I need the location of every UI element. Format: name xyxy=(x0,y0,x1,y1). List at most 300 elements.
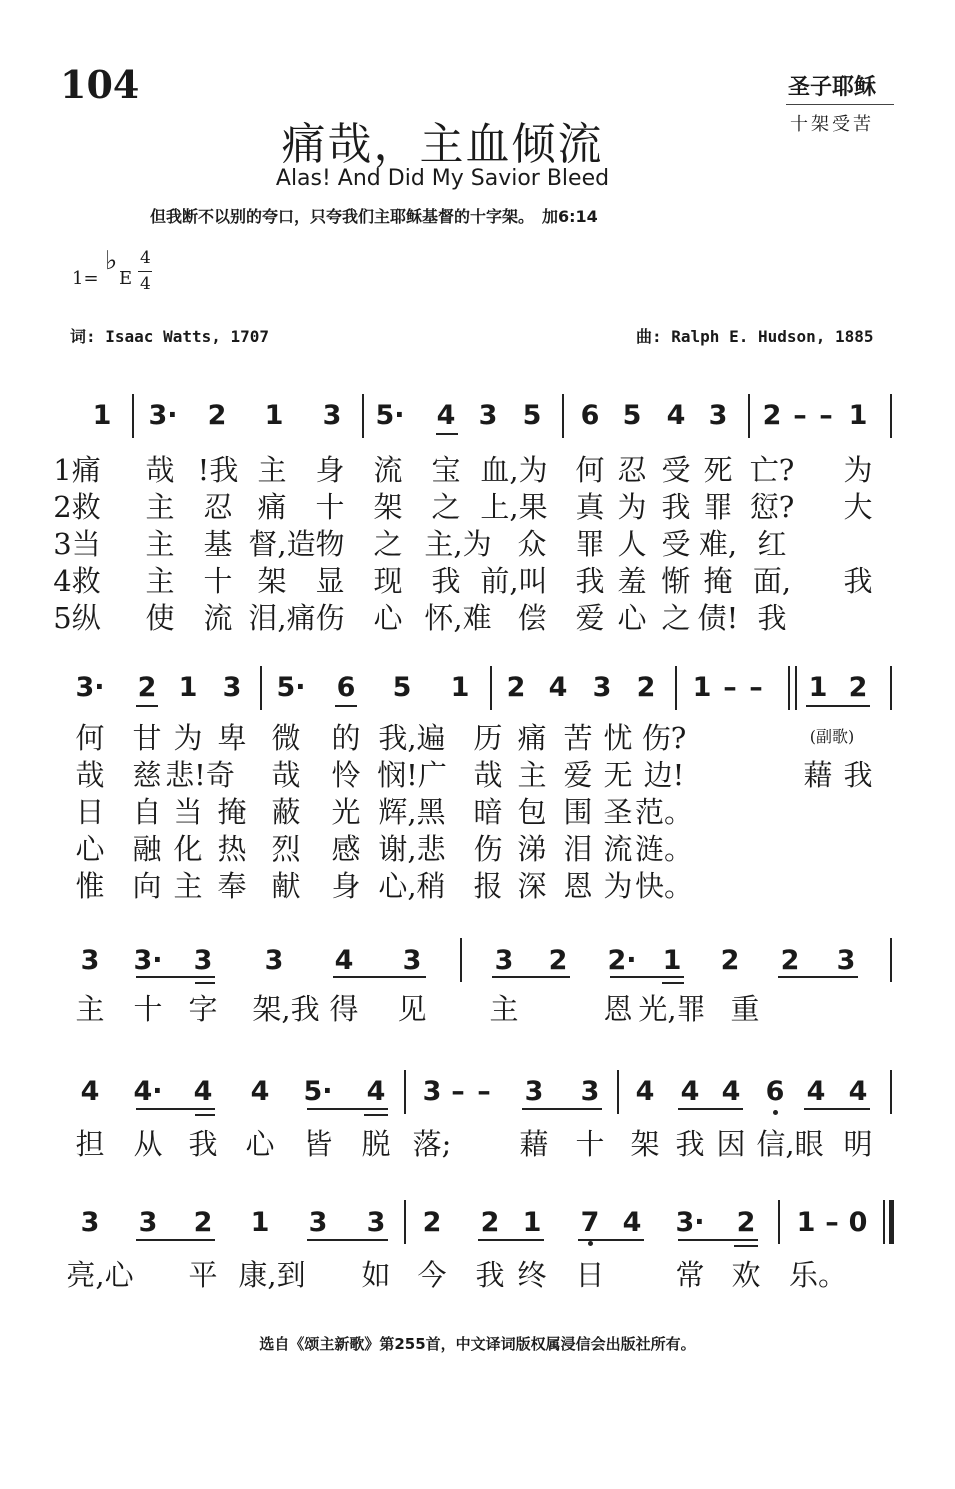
lyric-syllable: !我 xyxy=(197,453,239,487)
lyric-syllable: 主 xyxy=(489,992,519,1026)
lyric-syllable: 死 xyxy=(703,453,733,487)
lyric-syllable: 皆 xyxy=(303,1127,333,1161)
jianpu-note: 5 xyxy=(622,400,642,431)
lyric-syllable: 爱 xyxy=(575,601,605,635)
lyric-syllable: 常 xyxy=(675,1258,705,1292)
lyric-syllable: 4救 xyxy=(53,564,101,598)
jianpu-note: 5· xyxy=(303,1076,333,1107)
lyric-syllable: 主,为 xyxy=(424,527,492,561)
jianpu-note: – xyxy=(825,1207,839,1238)
jianpu-note: 3 xyxy=(138,1207,158,1238)
time-signature-denominator: 4 xyxy=(140,274,151,294)
lyric-syllable: 伤 xyxy=(473,832,503,866)
lyric-syllable: 我 xyxy=(661,490,691,524)
jianpu-note: 2 xyxy=(780,945,800,976)
lyric-syllable: 感 xyxy=(331,832,361,866)
jianpu-note: – xyxy=(793,400,807,431)
lyric-syllable: 现 xyxy=(373,564,403,598)
jianpu-note: 2 xyxy=(506,672,526,703)
bar-line xyxy=(890,1070,892,1114)
lyric-syllable: 主 xyxy=(173,869,203,903)
lyric-syllable: 之 xyxy=(661,601,691,635)
lyric-syllable: 掩 xyxy=(703,564,733,598)
jianpu-note: 4 xyxy=(366,1076,386,1107)
lyric-syllable: 使 xyxy=(145,601,175,635)
lyric-syllable: 的 xyxy=(331,721,361,755)
jianpu-note: 3 xyxy=(264,945,284,976)
jianpu-note: 5· xyxy=(375,400,405,431)
jianpu-note: 3 xyxy=(80,945,100,976)
lyric-syllable: 恩 xyxy=(603,992,633,1026)
lyric-syllable: 忍 xyxy=(617,453,647,487)
beam-underline xyxy=(610,976,684,978)
lyric-syllable: 泪 xyxy=(563,832,593,866)
jianpu-note: 5 xyxy=(392,672,412,703)
lyric-syllable: 今 xyxy=(417,1258,447,1292)
lyric-syllable: 1痛 xyxy=(53,453,101,487)
lyric-syllable: 怀,难 xyxy=(424,601,492,635)
lyric-syllable: 忍 xyxy=(203,490,233,524)
lyric-syllable: 边! xyxy=(643,758,685,792)
lyric-syllable: 难, xyxy=(698,527,738,561)
lyric-syllable: 快。 xyxy=(634,869,694,903)
lyric-syllable: 心 xyxy=(75,832,105,866)
lyric-syllable: 范。 xyxy=(634,795,694,829)
beam-underline xyxy=(734,1245,758,1247)
copyright-footer: 选自《颂主新歌》第255首，中文译词版权属浸信会出版社所有。 xyxy=(259,1335,696,1353)
lyric-syllable: 微 xyxy=(271,721,301,755)
beam-underline xyxy=(804,1108,870,1110)
lyric-syllable: 字 xyxy=(188,992,218,1026)
jianpu-note: 2 xyxy=(137,672,157,703)
lyric-syllable: 2救 xyxy=(53,490,101,524)
jianpu-note: 3 xyxy=(524,1076,544,1107)
lyric-syllable: 何 xyxy=(75,721,105,755)
beam-underline xyxy=(136,976,215,978)
jianpu-note: 3 xyxy=(478,400,498,431)
jianpu-note: 3 xyxy=(308,1207,328,1238)
lyric-syllable: 主 xyxy=(145,490,175,524)
jianpu-note: 3 xyxy=(366,1207,386,1238)
jianpu-note: 2· xyxy=(607,945,637,976)
lyric-syllable: 光,罪 xyxy=(638,992,706,1026)
lyric-syllable: 十 xyxy=(203,564,233,598)
jianpu-note: 2 xyxy=(736,1207,756,1238)
category-divider xyxy=(786,104,894,105)
lyric-syllable: 见 xyxy=(397,992,427,1026)
beam-underline xyxy=(136,1108,215,1110)
jianpu-note: 2 xyxy=(193,1207,213,1238)
beam-underline xyxy=(364,1114,388,1116)
jianpu-note: – xyxy=(477,1076,491,1107)
double-bar-line xyxy=(788,666,790,710)
lyric-syllable: 之 xyxy=(373,527,403,561)
jianpu-note: 6 xyxy=(765,1076,785,1107)
lyric-syllable: 忧 xyxy=(603,721,633,755)
lyric-syllable: 上,果 xyxy=(480,490,548,524)
lyric-syllable: 我 xyxy=(757,601,787,635)
bar-line xyxy=(460,938,462,982)
lyric-syllable: 惭 xyxy=(661,564,691,598)
jianpu-note: 3 xyxy=(580,1076,600,1107)
chorus-marker: (副歌) xyxy=(809,727,855,746)
lyric-syllable: 日 xyxy=(75,795,105,829)
jianpu-note: 6 xyxy=(580,400,600,431)
lyric-syllable: 之 xyxy=(431,490,461,524)
double-bar-line xyxy=(795,666,797,710)
jianpu-note: 2 xyxy=(480,1207,500,1238)
bar-line xyxy=(490,666,492,710)
jianpu-note: 2 xyxy=(720,945,740,976)
lyric-syllable: 亮,心 xyxy=(66,1258,134,1292)
beam-underline xyxy=(478,1239,544,1241)
lyric-syllable: 爱 xyxy=(563,758,593,792)
jianpu-note: 2 xyxy=(548,945,568,976)
key-signature xyxy=(72,248,192,304)
lyric-syllable: 泪,痛 xyxy=(248,601,316,635)
lyric-syllable: 主 xyxy=(145,527,175,561)
lyric-syllable: 明 xyxy=(843,1127,873,1161)
lyric-syllable: 惟 xyxy=(75,869,105,903)
jianpu-note: 3 xyxy=(422,1076,442,1107)
lyric-syllable: 债! xyxy=(697,601,739,635)
key-tonic: E xyxy=(119,268,133,289)
lyric-syllable: 平 xyxy=(188,1258,218,1292)
lyric-syllable: 深 xyxy=(517,869,547,903)
lyric-syllable: 面, xyxy=(752,564,792,598)
jianpu-note: 1 xyxy=(662,945,682,976)
lyric-syllable: 掩 xyxy=(217,795,247,829)
lyric-syllable: 身 xyxy=(331,869,361,903)
lyric-syllable: 受 xyxy=(661,453,691,487)
lyric-syllable: 悲!奇 xyxy=(165,758,235,792)
bar-line xyxy=(562,394,564,438)
lyric-syllable: 伤? xyxy=(641,721,687,755)
lyric-syllable: 因 xyxy=(716,1127,746,1161)
jianpu-note: 1 xyxy=(92,400,112,431)
jianpu-note: 1 xyxy=(848,400,868,431)
lyric-syllable: 我,遍 xyxy=(378,721,446,755)
lyric-syllable: 报 xyxy=(473,869,503,903)
lyric-syllable: 愆? xyxy=(749,490,795,524)
lyric-syllable: 为 xyxy=(173,721,203,755)
final-bar-line xyxy=(889,1200,894,1244)
lyric-syllable: 我 xyxy=(475,1258,505,1292)
jianpu-note: 4 xyxy=(635,1076,655,1107)
lyric-syllable: 恩 xyxy=(563,869,593,903)
jianpu-note: – xyxy=(749,672,763,703)
category-main: 圣子耶稣 xyxy=(788,74,877,100)
lyric-syllable: 藉 xyxy=(803,758,833,792)
lyric-syllable: 架 xyxy=(630,1127,660,1161)
lyric-syllable: 欢 xyxy=(731,1258,761,1292)
jianpu-note: 1 xyxy=(522,1207,542,1238)
jianpu-note: 7 xyxy=(580,1207,600,1238)
lyric-syllable: 我 xyxy=(843,564,873,598)
lyric-syllable: 奉 xyxy=(217,869,247,903)
jianpu-note: 3· xyxy=(675,1207,705,1238)
jianpu-note: 3 xyxy=(402,945,422,976)
lyric-syllable: 融 xyxy=(132,832,162,866)
lyric-syllable: 为 xyxy=(843,453,873,487)
lyric-syllable: 历 xyxy=(473,721,503,755)
lyric-syllable: 乐。 xyxy=(788,1258,848,1292)
lyric-syllable: 显 xyxy=(315,564,345,598)
jianpu-note: 4 xyxy=(436,400,456,431)
bar-line xyxy=(362,394,364,438)
lower-octave-dot xyxy=(588,1241,593,1246)
lyric-syllable: 架 xyxy=(257,564,287,598)
lyric-syllable: 哉 xyxy=(473,758,503,792)
lyric-syllable: 自 xyxy=(132,795,162,829)
lyric-syllable: 当 xyxy=(173,795,203,829)
jianpu-note: 4 xyxy=(680,1076,700,1107)
jianpu-note: 3· xyxy=(148,400,178,431)
lyric-syllable: 怜 xyxy=(331,758,361,792)
lyric-syllable: 重 xyxy=(730,992,760,1026)
lyric-syllable: 基 xyxy=(203,527,233,561)
lyric-syllable: 羞 xyxy=(617,564,647,598)
jianpu-note: 1 xyxy=(808,672,828,703)
jianpu-note: 3· xyxy=(133,945,163,976)
lyric-syllable: 受 xyxy=(661,527,691,561)
lyric-syllable: 身 xyxy=(315,453,345,487)
jianpu-note: 3 xyxy=(836,945,856,976)
lyric-syllable: 涟。 xyxy=(634,832,694,866)
lyric-syllable: 偿 xyxy=(517,601,547,635)
hymn-number: 104 xyxy=(60,62,140,107)
lyric-syllable: 苦 xyxy=(563,721,593,755)
jianpu-note: 4 xyxy=(622,1207,642,1238)
beam-underline xyxy=(436,433,458,435)
lyric-syllable: 物 xyxy=(315,527,345,561)
lyric-syllable: 流 xyxy=(373,453,403,487)
lyric-syllable: 我 xyxy=(843,758,873,792)
lyric-syllable: 藉 xyxy=(519,1127,549,1161)
jianpu-note: 3 xyxy=(222,672,242,703)
jianpu-note: 4 xyxy=(721,1076,741,1107)
lyric-syllable: 辉,黑 xyxy=(378,795,446,829)
time-signature-numerator: 4 xyxy=(140,248,151,268)
beam-underline xyxy=(522,1108,602,1110)
lyric-syllable: 烈 xyxy=(271,832,301,866)
lyric-syllable: 献 xyxy=(271,869,301,903)
bar-line xyxy=(778,1200,780,1244)
lyric-syllable: 终 xyxy=(517,1258,547,1292)
lyric-syllable: 光 xyxy=(331,795,361,829)
lyric-syllable: 痛 xyxy=(257,490,287,524)
beam-underline xyxy=(195,982,215,984)
beam-underline xyxy=(492,976,570,978)
jianpu-note: 1 xyxy=(796,1207,816,1238)
lyric-syllable: 心 xyxy=(245,1127,275,1161)
lyric-syllable: 日 xyxy=(575,1258,605,1292)
flat-sign: ♭ xyxy=(105,246,118,276)
lyric-syllable: 心 xyxy=(617,601,647,635)
jianpu-note: 6 xyxy=(336,672,356,703)
lyric-syllable: 流 xyxy=(603,832,633,866)
lyric-syllable: 十 xyxy=(133,992,163,1026)
title-english: Alas! And Did My Savior Bleed xyxy=(275,166,610,191)
lyric-syllable: 我 xyxy=(575,564,605,598)
jianpu-note: 5· xyxy=(276,672,306,703)
bar-line xyxy=(617,1070,619,1114)
lyric-syllable: 悯!广 xyxy=(377,758,447,792)
lyric-syllable: 主 xyxy=(257,453,287,487)
lyric-syllable: 谢,悲 xyxy=(378,832,446,866)
lyric-syllable: 亡? xyxy=(749,453,795,487)
beam-underline xyxy=(806,705,870,707)
lyric-syllable: 人 xyxy=(617,527,647,561)
lyric-syllable: 化 xyxy=(173,832,203,866)
lyric-syllable: 如 xyxy=(361,1258,391,1292)
bar-line xyxy=(890,938,892,982)
jianpu-note: 4 xyxy=(80,1076,100,1107)
lyric-syllable: 我 xyxy=(188,1127,218,1161)
beam-underline xyxy=(778,976,858,978)
lyric-syllable: 慈 xyxy=(132,758,162,792)
beam-underline xyxy=(678,1239,758,1241)
lyric-syllable: 我 xyxy=(675,1127,705,1161)
bar-line xyxy=(404,1070,406,1114)
jianpu-note: 3 xyxy=(494,945,514,976)
lyric-syllable: 血,为 xyxy=(480,453,548,487)
lyric-syllable: 痛 xyxy=(517,721,547,755)
jianpu-note: 3 xyxy=(80,1207,100,1238)
jianpu-note: 4 xyxy=(666,400,686,431)
bar-line xyxy=(260,666,262,710)
lyric-syllable: 真 xyxy=(575,490,605,524)
lyric-syllable: 5纵 xyxy=(53,601,101,635)
bar-line xyxy=(404,1200,406,1244)
beam-underline xyxy=(662,982,684,984)
jianpu-note: 2 xyxy=(636,672,656,703)
lyric-syllable: 何 xyxy=(575,453,605,487)
jianpu-note: 1 xyxy=(450,672,470,703)
bar-line xyxy=(132,394,134,438)
jianpu-note: 4· xyxy=(133,1076,163,1107)
lyric-syllable: 十 xyxy=(315,490,345,524)
lyric-syllable: 得 xyxy=(329,992,359,1026)
lyric-syllable: 督,造 xyxy=(248,527,316,561)
lyric-syllable: 我 xyxy=(431,564,461,598)
jianpu-note: 4 xyxy=(806,1076,826,1107)
lyric-syllable: 为 xyxy=(603,869,633,903)
lyric-syllable: 罪 xyxy=(703,490,733,524)
lyric-syllable: 哉 xyxy=(145,453,175,487)
lyric-syllable: 担 xyxy=(75,1127,105,1161)
lyric-syllable: 涕 xyxy=(517,832,547,866)
beam-underline xyxy=(307,1108,388,1110)
jianpu-note: 1 xyxy=(264,400,284,431)
lyric-syllable: 暗 xyxy=(473,795,503,829)
jianpu-note: – xyxy=(723,672,737,703)
lyric-syllable: 向 xyxy=(132,869,162,903)
bar-line xyxy=(748,394,750,438)
lyric-syllable: 哉 xyxy=(271,758,301,792)
lyric-syllable: 主 xyxy=(75,992,105,1026)
lyric-syllable: 十 xyxy=(575,1127,605,1161)
lyric-syllable: 落; xyxy=(412,1127,452,1161)
lyric-syllable: 热 xyxy=(217,832,247,866)
bar-line xyxy=(890,394,892,438)
category-sub: 十架受苦 xyxy=(790,114,874,135)
beam-underline xyxy=(136,705,158,707)
lyric-syllable: 3当 xyxy=(53,527,101,561)
lyric-syllable: 宝 xyxy=(431,453,461,487)
bar-line xyxy=(890,666,892,710)
lyric-syllable: 围 xyxy=(563,795,593,829)
lyric-syllable: 康,到 xyxy=(238,1258,306,1292)
lower-octave-dot xyxy=(773,1110,778,1115)
lyric-syllable: 心 xyxy=(373,601,403,635)
jianpu-note: 4 xyxy=(848,1076,868,1107)
lyric-syllable: 前,叫 xyxy=(480,564,548,598)
jianpu-note: 3 xyxy=(708,400,728,431)
jianpu-note: – xyxy=(819,400,833,431)
jianpu-note: 3 xyxy=(592,672,612,703)
jianpu-note: 2 xyxy=(762,400,782,431)
lyricist-credit: 词: Isaac Watts, 1707 xyxy=(70,327,270,346)
jianpu-note: 3 xyxy=(193,945,213,976)
lyric-syllable: 包 xyxy=(517,795,547,829)
lyric-syllable: 蔽 xyxy=(271,795,301,829)
time-signature-line xyxy=(138,271,152,272)
composer-credit: 曲: Ralph E. Hudson, 1885 xyxy=(636,327,874,346)
title-chinese: 痛哉，主血倾流 xyxy=(281,119,604,170)
jianpu-note: 2 xyxy=(848,672,868,703)
lyric-syllable: 圣 xyxy=(603,795,633,829)
jianpu-note: 4 xyxy=(250,1076,270,1107)
lyric-syllable: 心,稍 xyxy=(378,869,446,903)
verse-reference: 但我断不以别的夸口，只夸我们主耶稣基督的十字架。 加6:14 xyxy=(150,207,598,226)
beam-underline xyxy=(307,1239,388,1241)
lyric-syllable: 从 xyxy=(133,1127,163,1161)
lyric-syllable: 无 xyxy=(603,758,633,792)
lyric-syllable: 甘 xyxy=(132,721,162,755)
lyric-syllable: 为 xyxy=(617,490,647,524)
jianpu-note: 2 xyxy=(422,1207,442,1238)
key-label: 1= xyxy=(72,268,99,289)
jianpu-note: 2 xyxy=(207,400,227,431)
final-bar-line xyxy=(883,1200,885,1244)
lyric-syllable: 信,眼 xyxy=(756,1127,824,1161)
lyric-syllable: 主 xyxy=(517,758,547,792)
jianpu-note: 3· xyxy=(75,672,105,703)
jianpu-note: 5 xyxy=(522,400,542,431)
jianpu-note: 4 xyxy=(193,1076,213,1107)
beam-underline xyxy=(136,1239,215,1241)
beam-underline xyxy=(678,1108,743,1110)
beam-underline xyxy=(333,976,426,978)
beam-underline xyxy=(195,1114,215,1116)
jianpu-note: 4 xyxy=(548,672,568,703)
lyric-syllable: 卑 xyxy=(217,721,247,755)
jianpu-note: 0 xyxy=(848,1207,868,1238)
jianpu-note: – xyxy=(451,1076,465,1107)
lyric-syllable: 架 xyxy=(373,490,403,524)
jianpu-note: 3 xyxy=(322,400,342,431)
jianpu-note: 4 xyxy=(334,945,354,976)
lyric-syllable: 众 xyxy=(517,527,547,561)
lyric-syllable: 哉 xyxy=(75,758,105,792)
jianpu-note: 1 xyxy=(250,1207,270,1238)
lyric-syllable: 脱 xyxy=(361,1127,391,1161)
lyric-syllable: 大 xyxy=(843,490,873,524)
jianpu-note: 1 xyxy=(692,672,712,703)
lyric-syllable: 主 xyxy=(145,564,175,598)
beam-underline xyxy=(335,705,357,707)
